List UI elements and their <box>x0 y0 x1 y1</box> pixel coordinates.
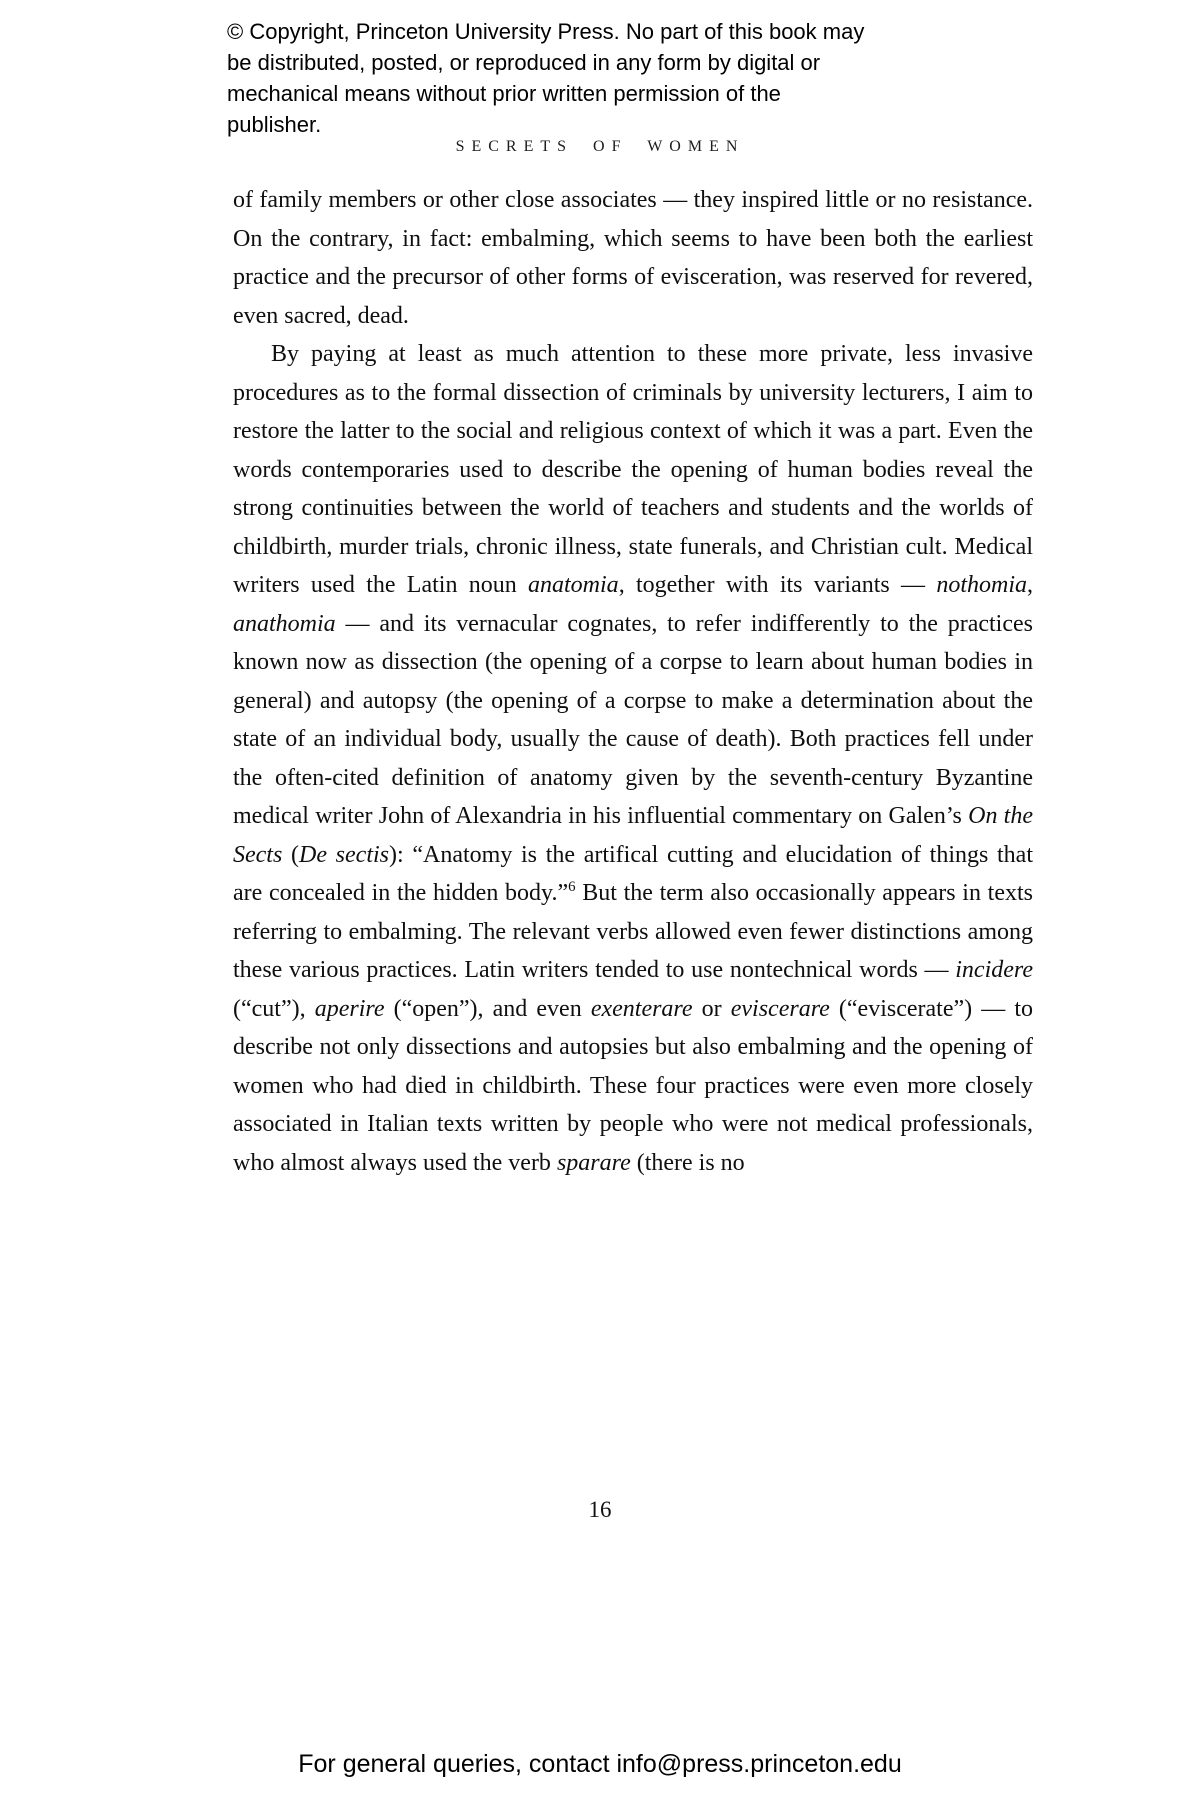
running-head: SECRETS OF WOMEN <box>455 138 745 155</box>
paragraph: of family members or other close associates — they inspired little or no resistance. On the contrary, in fact: embalming, which seems to have been both the earliest practice and the precursor of other forms of evisceration, was reserved for revered, even sacred, dead. <box>233 187 1033 329</box>
copyright-notice: © Copyright, Princeton University Press. No part of this book may be distributed, posted, or reproduced in any form by digital or mechanical means without prior written permission of the publisher. <box>227 19 865 137</box>
body-text <box>233 181 1033 1182</box>
page-number: 16 <box>588 1497 612 1522</box>
paragraph: By paying at least as much attention to these more private, less invasive procedures as to the formal dissection of criminals by university lecturers, I aim to restore the latter to the social and religious context of which it was a part. Even the words contemporaries used to describe the opening of human bodies reveal the strong continuities between the world of teachers and students and the worlds of childbirth, murder trials, chronic illness, state funerals, and Christian cult. Medical writers used the Latin noun anatomia, together with its variants — nothomia, anathomia — and its vernacular cognates, to refer indifferently to the practices known now as dissection (the opening of a corpse to learn about human bodies in general) and autopsy (the opening of a corpse to make a determination about the state of an individual body, usually the cause of death). Both practices fell under the often-cited definition of anatomy given by the seventh-century Byzantine medical writer John of Alexandria in his influential commentary on Galen’s On the Sects (De sectis): “Anatomy is the artifical cutting and elucidation of things that are concealed in the hidden body.”$^6$ But the term also occasionally appears in texts referring to embalming. The relevant verbs allowed even fewer distinctions among these various practices. Latin writers tended to use nontechnical words — incidere (“cut”), aperire (“open”), and even exenterare or eviscerare (“eviscerate”) — to describe not only dissections and autopsies but also embalming and the opening of women who had died in childbirth. These four practices were even more closely associated in Italian texts written by people who were not medical professionals, who almost always used the verb sparare (there is no <box>233 341 1034 1176</box>
footer-contact-line: For general queries, contact info@press.princeton.edu <box>298 1750 902 1778</box>
